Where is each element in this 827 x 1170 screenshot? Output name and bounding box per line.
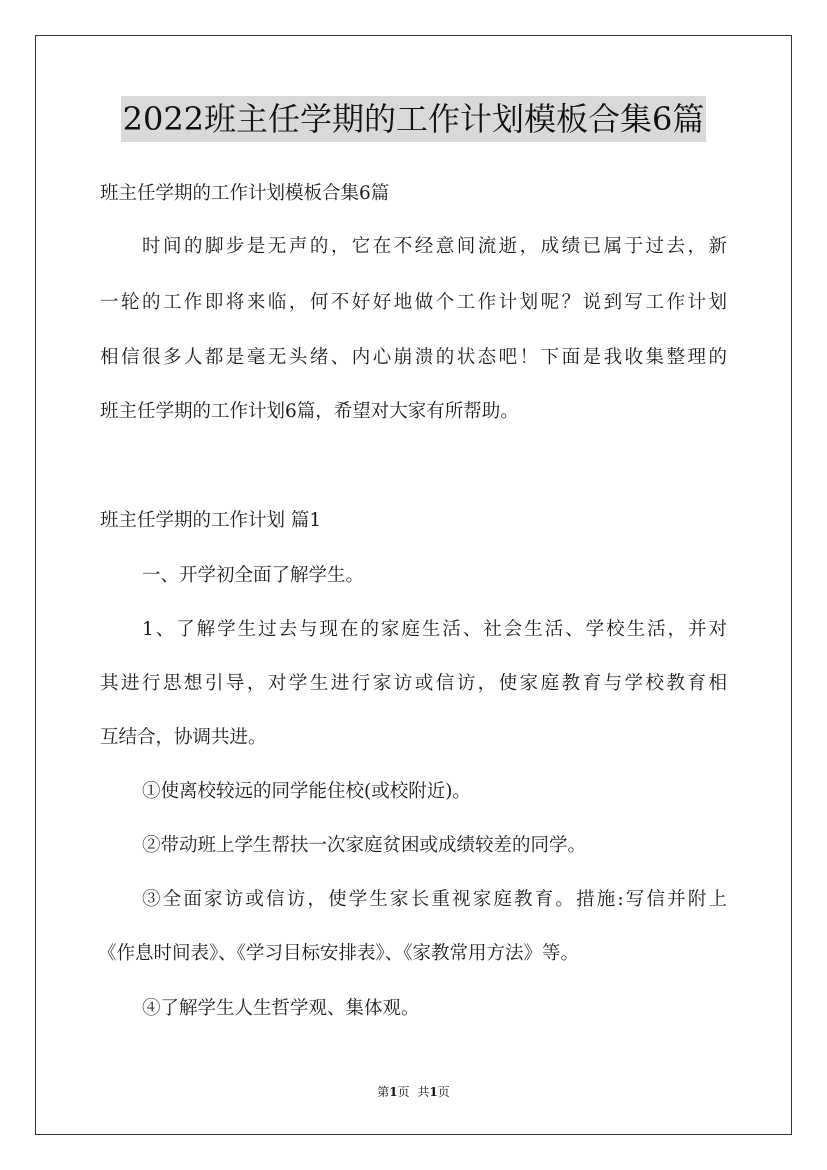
- footer-page-prefix: 第: [377, 1085, 390, 1099]
- item-one-line-2: 其进行思想引导，对学生进行家访或信访，使家庭教育与学校教育相: [100, 673, 727, 694]
- intro-line-3: 相信很多人都是毫无头绪、内心崩溃的状态吧！下面是我收集整理的: [100, 347, 727, 368]
- title-container: [0, 96, 827, 142]
- document-subtitle: 班主任学期的工作计划模板合集6篇: [100, 183, 390, 204]
- item-one-line-1: 1、了解学生过去与现在的家庭生活、社会生活、学校生活，并对: [142, 619, 727, 640]
- footer-total-prefix: 共: [417, 1085, 430, 1099]
- item-one-line-3: 互结合，协调共进。: [100, 727, 267, 748]
- sub-item-3-line-2: 《作息时间表》、《学习目标安排表》、《家教常用方法》等。: [98, 943, 580, 964]
- sub-item-1: ①使离校较远的同学能住校(或校附近)。: [142, 781, 471, 802]
- intro-line-1: 时间的脚步是无声的，它在不经意间流逝，成绩已属于过去，新: [142, 236, 727, 257]
- point-one: 一、开学初全面了解学生。: [142, 565, 365, 586]
- page-footer: [0, 1084, 827, 1100]
- sub-item-2: ②带动班上学生帮扶一次家庭贫困或成绩较差的同学。: [142, 835, 587, 856]
- footer-page-suffix: 页: [397, 1085, 410, 1099]
- document-title: 2022班主任学期的工作计划模板合集6篇: [121, 96, 707, 142]
- intro-line-2: 一轮的工作即将来临，何不好好地做个工作计划呢？说到写工作计划: [100, 292, 727, 313]
- footer-total-suffix: 页: [437, 1085, 450, 1099]
- sub-item-4: ④了解学生人生哲学观、集体观。: [142, 998, 420, 1019]
- sub-item-3-line-1: ③全面家访或信访，使学生家长重视家庭教育。措施:写信并附上: [142, 889, 727, 910]
- footer-total-number: 1: [429, 1085, 438, 1099]
- section-heading: 班主任学期的工作计划 篇1: [100, 510, 322, 531]
- intro-line-4: 班主任学期的工作计划6篇，希望对大家有所帮助。: [100, 401, 519, 422]
- footer-page-number: 1: [389, 1085, 398, 1099]
